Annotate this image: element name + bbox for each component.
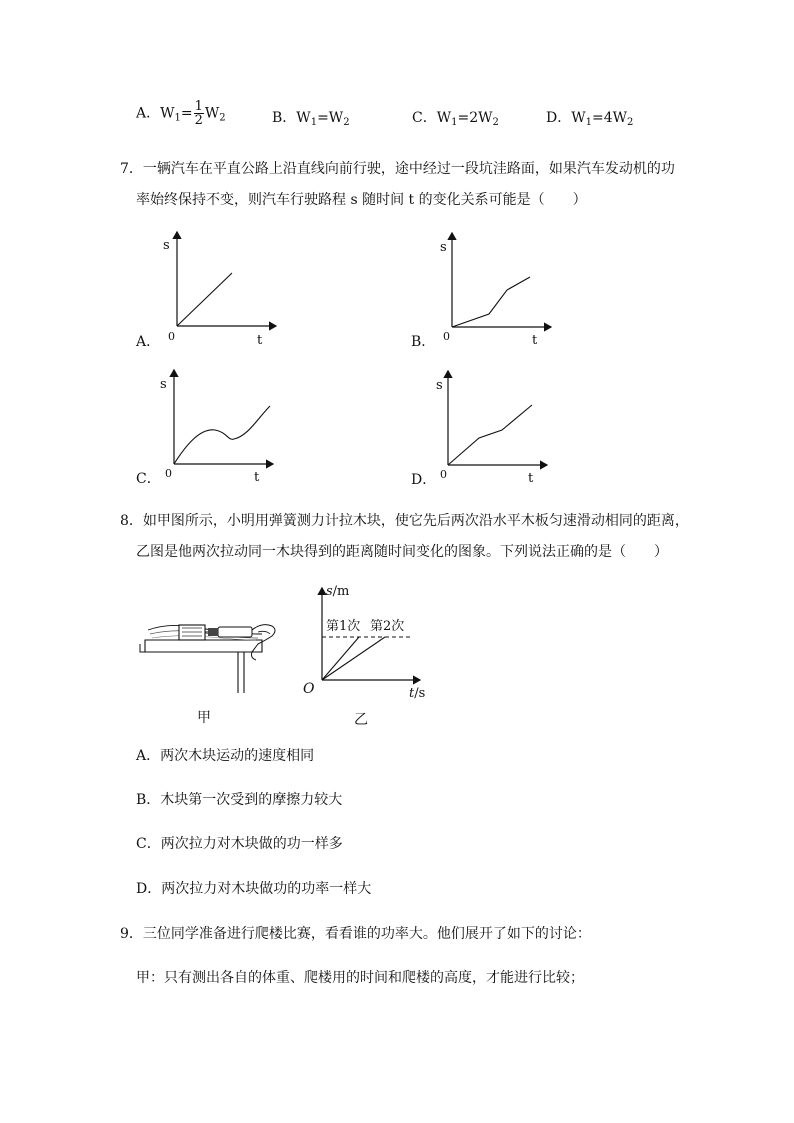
graph-c-origin: 0 xyxy=(165,467,172,480)
graph-d-origin: 0 xyxy=(440,468,447,481)
q8-option-a: A．两次木块运动的速度相同 xyxy=(136,748,315,764)
graph-d-letter: D． xyxy=(411,472,437,488)
q8-chart-xlabel: t/s xyxy=(409,686,426,701)
graph-a-xlabel: t xyxy=(257,333,263,348)
graph-b-xlabel: t xyxy=(532,333,538,348)
q8-chart-yi xyxy=(303,584,425,701)
q8-figure-yi-label: 乙 xyxy=(354,712,368,728)
graph-a-ylabel: s xyxy=(163,238,170,253)
graph-a xyxy=(135,232,276,350)
q9-statement-jia: 甲：只有测出各自的体重、爬楼用的时间和爬楼的高度，才能进行比较； xyxy=(136,970,584,986)
q8-option-c: C．两次拉力对木块做的功一样多 xyxy=(136,836,343,852)
q8-stem-line2: 乙图是他两次拉动同一木块得到的距离随时间变化的图象。下列说法正确的是（ ） xyxy=(136,544,668,560)
graph-c-xlabel: t xyxy=(254,470,260,485)
q6-option-d: D．$W_1=4W_2$ xyxy=(546,110,634,128)
graph-d-xlabel: t xyxy=(528,471,534,486)
q6-option-b: B．$W_1=W_2$ xyxy=(272,110,350,128)
graph-a-letter: A． xyxy=(136,334,161,350)
graph-d-curve xyxy=(448,405,532,465)
graph-d xyxy=(411,371,547,488)
graph-b-curve xyxy=(452,277,530,327)
graph-b-ylabel: s xyxy=(440,240,447,255)
graph-c xyxy=(136,370,273,487)
q9-stem: 9．三位同学准备进行爬楼比赛，看看谁的功率大。他们展开了如下的讨论： xyxy=(120,926,591,942)
q7-stem-line2: 率始终保持不变，则汽车行驶路程 s 随时间 t 的变化关系可能是（ ） xyxy=(136,192,587,208)
q8-chart-ylabel: s/m xyxy=(326,584,350,599)
graph-b-letter: B． xyxy=(411,334,436,350)
graph-a-origin: 0 xyxy=(168,330,175,343)
q6-option-a: A．$W_1=$ $\frac{1}{2}$ $W_2$ xyxy=(136,99,226,128)
fraction-one-half: $\frac{1}{2}$ xyxy=(194,99,203,128)
q8-stem-line1: 8．如甲图所示，小明用弹簧测力计拉木块，使它先后两次沿水平木板匀速滑动相同的距离， xyxy=(120,513,689,529)
graph-b-origin: 0 xyxy=(443,330,450,343)
graph-b xyxy=(411,233,551,350)
q8-figure-jia-drawing xyxy=(140,625,275,693)
graph-a-curve xyxy=(177,273,232,326)
graph-c-letter: C． xyxy=(136,471,161,487)
q8-chart-origin: O xyxy=(303,681,315,697)
q6-option-c: C．$W_1=2W_2$ xyxy=(412,110,499,128)
q8-option-d: D．两次拉力对木块做功的功率一样大 xyxy=(136,881,372,897)
q8-chart-label-series-2: 第2次 xyxy=(370,619,405,634)
q8-figure-jia-label: 甲 xyxy=(197,710,211,726)
q8-option-b: B．木块第一次受到的摩擦力较大 xyxy=(136,792,343,808)
q8-chart-label-series-1: 第1次 xyxy=(326,619,361,634)
graph-c-curve xyxy=(174,406,270,464)
graph-c-ylabel: s xyxy=(160,377,167,392)
graph-d-ylabel: s xyxy=(436,378,443,393)
q7-stem-line1: 7．一辆汽车在平直公路上沿直线向前行驶，途中经过一段坑洼路面，如果汽车发动机的功 xyxy=(120,161,675,177)
